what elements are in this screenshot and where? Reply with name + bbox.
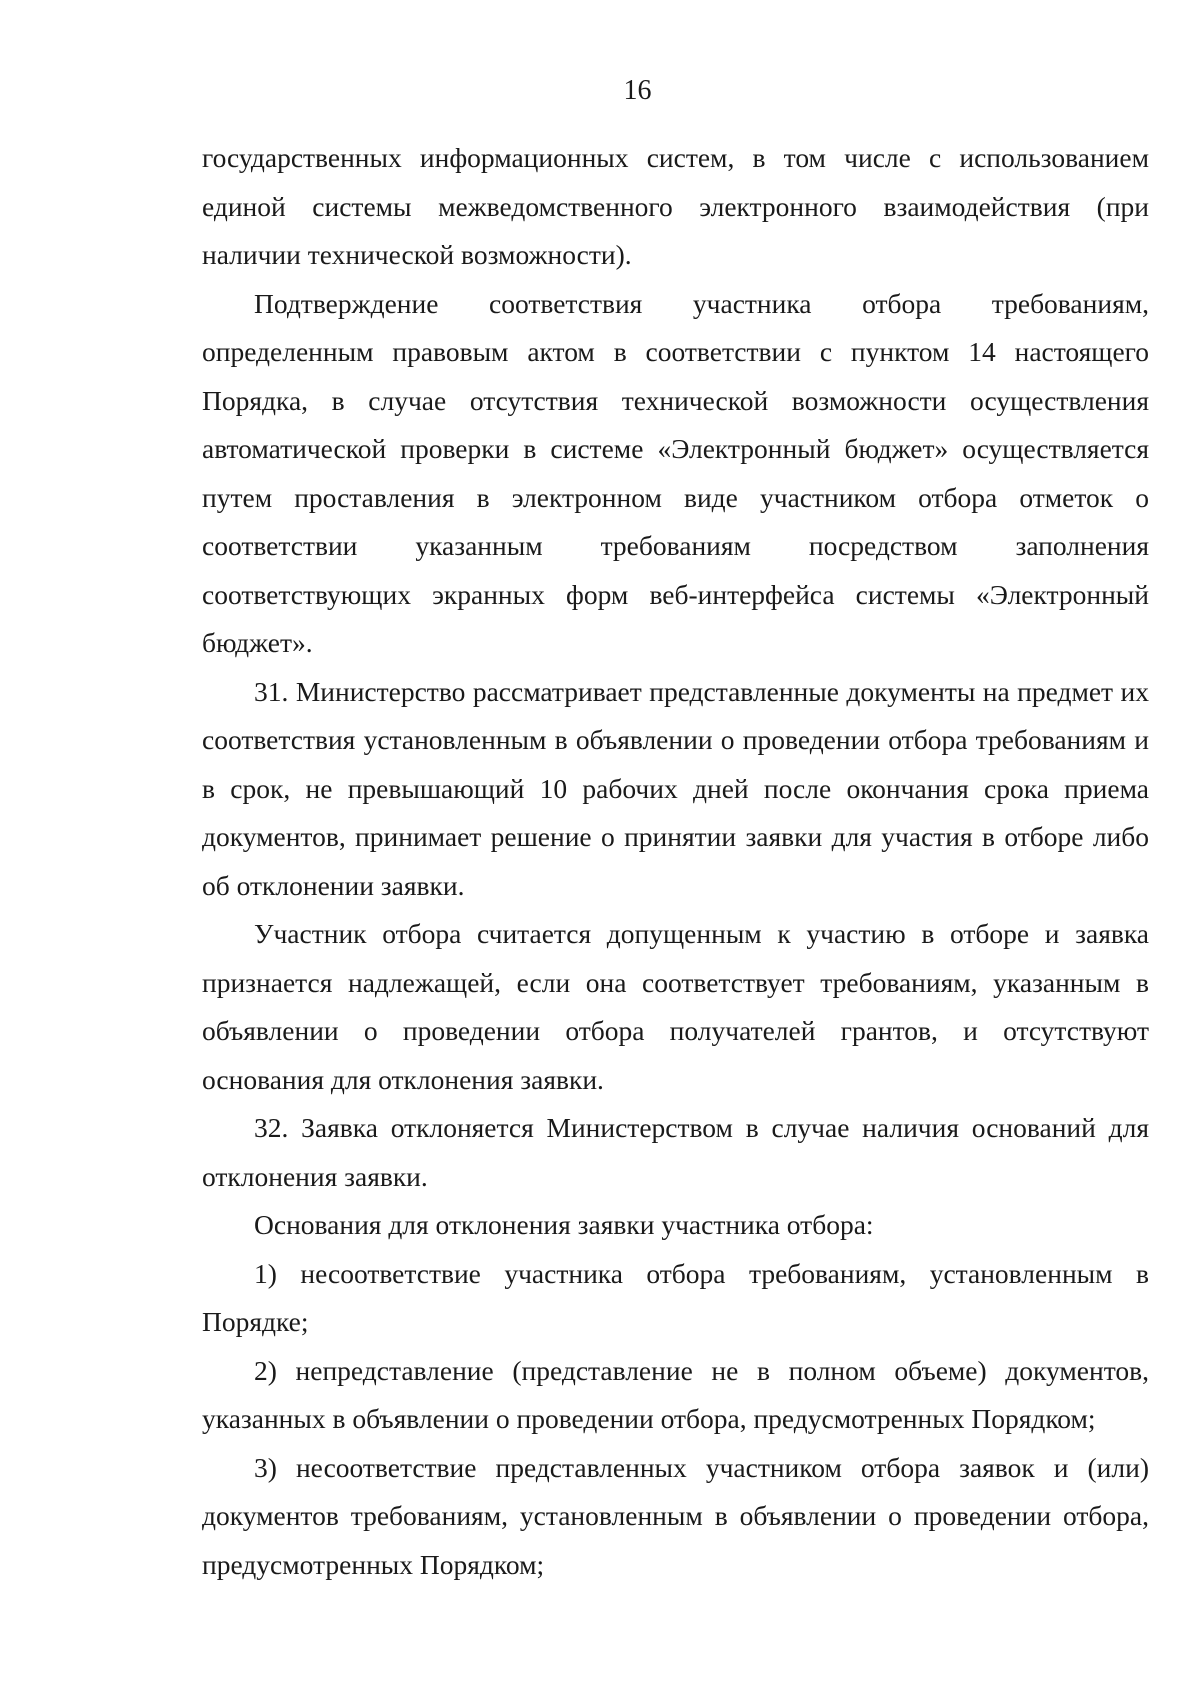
- document-body: [202, 134, 1149, 1589]
- paragraph-item-31: 31. Министерство рассматривает представленные документы на предмет их соответствия установленным в объявлении о проведении отбора требованиям и в срок, не превышающий 10 рабочих дней после окончания срока приема документов, принимает решение о принятии заявки для участия в отборе либо об отклонении заявки.: [202, 675, 1149, 901]
- paragraph-item-32: 32. Заявка отклоняется Министерством в случае наличия оснований для отклонения заявки.: [202, 1112, 1149, 1192]
- page-number: 16: [623, 75, 652, 106]
- paragraph-admission: Участник отбора считается допущенным к участию в отборе и заявка признается надлежащей, если она соответствует требованиям, указанным в объявлении о проведении отбора получателей грантов, и отсутствуют основания для отклонения заявки.: [202, 918, 1149, 1095]
- list-item-1: 1) несоответствие участника отбора требованиям, установленным в Порядке;: [202, 1257, 1149, 1337]
- paragraph-grounds-heading: Основания для отклонения заявки участника отбора:: [254, 1209, 874, 1240]
- list-item-2: 2) непредставление (представление не в полном объеме) документов, указанных в объявлении о проведении отбора, предусмотренных Порядком;: [202, 1354, 1149, 1434]
- paragraph-confirmation: Подтверждение соответствия участника отбора требованиям, определенным правовым актом в соответствии с пунктом 14 настоящего Порядка, в случае отсутствия технической возможности осуществления автоматической проверки в системе «Электронный бюджет» осуществляется путем проставления в электронном виде участником отбора отметок о соответствии указанным требованиям посредством заполнения соответствующих экранных форм веб-интерфейса системы «Электронный бюджет».: [202, 287, 1149, 658]
- list-item-3: 3) несоответствие представленных участником отбора заявок и (или) документов требованиям, установленным в объявлении о проведении отбора, предусмотренных Порядком;: [202, 1451, 1149, 1580]
- paragraph-continuation: государственных информационных систем, в том числе с использованием единой системы межведомственного электронного взаимодействия (при наличии технической возможности).: [202, 142, 1149, 270]
